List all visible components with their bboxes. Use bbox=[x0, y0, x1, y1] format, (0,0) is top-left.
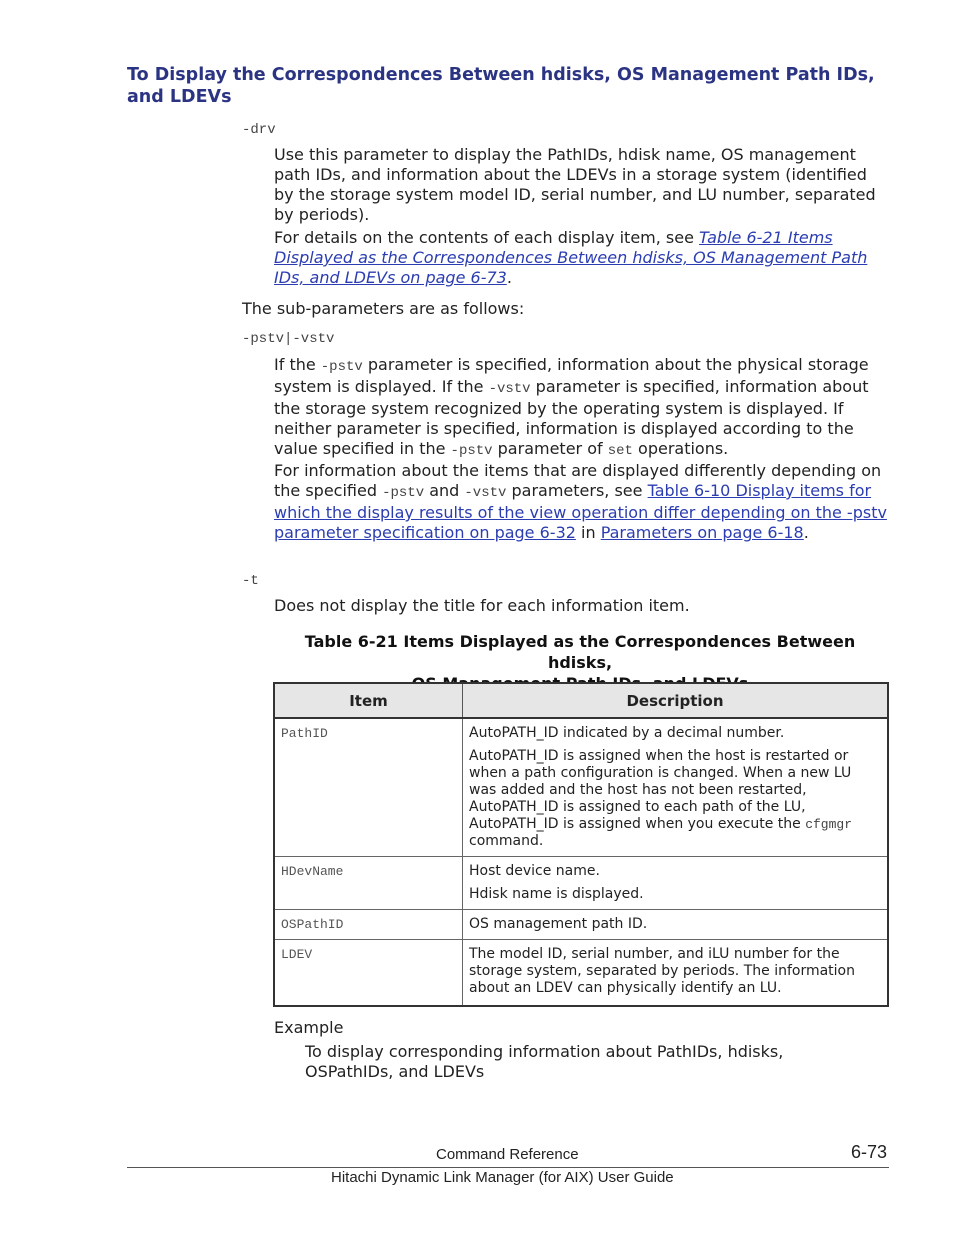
code-pstv: -pstv bbox=[450, 443, 493, 459]
code-set: set bbox=[607, 443, 633, 459]
description-cell bbox=[463, 857, 889, 910]
table-caption-line-1: Table 6-21 Items Displayed as the Correspondences Between hdisks, bbox=[304, 632, 856, 672]
text: For information about the items that are displayed differently depending on the specified bbox=[274, 461, 882, 500]
text: parameter is specified, information about the storage system recognized by the operating system is displayed. If neither parameter is specified, information is displayed according to the value specified in the bbox=[274, 377, 869, 458]
table-row bbox=[274, 910, 888, 940]
code-cfgmgr: cfgmgr bbox=[805, 817, 853, 832]
drv-details-prefix: For details on the contents of each display item, see bbox=[274, 228, 700, 247]
item-cell bbox=[274, 940, 463, 1007]
text: If the bbox=[274, 355, 321, 374]
parameters-link[interactable]: Parameters on page 6-18 bbox=[600, 523, 804, 542]
text: command. bbox=[469, 833, 544, 849]
drv-details bbox=[274, 228, 890, 288]
code-pstv: -pstv bbox=[382, 485, 425, 501]
text: operations. bbox=[632, 439, 729, 458]
example-label: Example bbox=[274, 1018, 344, 1037]
code-pstv: -pstv bbox=[320, 359, 363, 375]
header-description: Description bbox=[463, 683, 889, 718]
code-vstv: -vstv bbox=[488, 381, 531, 397]
param-drv: -drv bbox=[242, 122, 276, 138]
param-t: -t bbox=[242, 573, 259, 589]
text: and bbox=[424, 481, 465, 500]
description-line: AutoPATH_ID indicated by a decimal number. bbox=[469, 725, 785, 741]
text: in bbox=[575, 523, 601, 542]
t-description: Does not display the title for each information item. bbox=[274, 596, 690, 615]
footer-rule bbox=[127, 1167, 889, 1168]
description-line: The model ID, serial number, and iLU number for the storage system, separated by periods. The information about an LDEV can physically identify an LU. bbox=[469, 946, 855, 996]
footer-page-number: 6-73 bbox=[851, 1142, 888, 1162]
section-heading: To Display the Correspondences Between hdisks, OS Management Path IDs, and LDEVs bbox=[127, 65, 875, 107]
description-line bbox=[469, 748, 882, 850]
description-line: Host device name. bbox=[469, 863, 600, 879]
items-table bbox=[273, 682, 889, 1007]
item-ldev: LDEV bbox=[281, 947, 313, 962]
code-vstv: -vstv bbox=[464, 485, 507, 501]
description-line: Hdisk name is displayed. bbox=[469, 886, 644, 902]
text: parameter is specified, information about the physical storage system is displayed. If the bbox=[274, 355, 869, 396]
table-6-10-link[interactable]: Table 6-10 Display items for which the display results of the view operation differ depending on the -pstv parameter specification on page 6-32 bbox=[274, 481, 887, 542]
item-pathid: PathID bbox=[281, 726, 328, 741]
item-cell bbox=[274, 718, 463, 857]
text: AutoPATH_ID is assigned when the host is restarted or when a path configuration is changed. When a new LU was added and the host has not been restarted, AutoPATH_ID is assigned to each path of the LU, AutoPATH_ID is assigned when you execute the bbox=[469, 748, 852, 832]
footer-book-title: Hitachi Dynamic Link Manager (for AIX) User Guide bbox=[331, 1169, 674, 1186]
table-row bbox=[274, 940, 888, 1007]
item-cell bbox=[274, 910, 463, 940]
description-cell bbox=[463, 718, 889, 857]
description-line: OS management path ID. bbox=[469, 916, 648, 932]
item-ospathid: OSPathID bbox=[281, 917, 344, 932]
subparams-intro: The sub-parameters are as follows: bbox=[242, 299, 525, 318]
item-cell bbox=[274, 857, 463, 910]
header-item: Item bbox=[274, 683, 463, 718]
table-6-21-link[interactable]: Table 6-21 Items Displayed as the Correspondences Between hdisks, OS Management Path IDs, and LDEVs on page 6-73 bbox=[274, 228, 868, 287]
description-cell bbox=[463, 940, 889, 1007]
text: . bbox=[803, 523, 809, 542]
table-row bbox=[274, 857, 888, 910]
param-pstv-vstv: -pstv|-vstv bbox=[242, 331, 335, 347]
text: parameters, see bbox=[506, 481, 648, 500]
example-text: To display corresponding information about PathIDs, hdisks, OSPathIDs, and LDEVs bbox=[305, 1042, 784, 1081]
drv-description: Use this parameter to display the PathIDs, hdisk name, OS management path IDs, and information about the LDEVs in a storage system (identified by the storage system model ID, serial number, and LU number, separated by periods). bbox=[274, 145, 876, 224]
pstv-paragraph-2 bbox=[274, 461, 890, 543]
pstv-paragraph-1 bbox=[274, 355, 894, 461]
footer-section: Command Reference bbox=[436, 1146, 579, 1163]
item-hdevname: HDevName bbox=[281, 864, 344, 879]
table-header-row bbox=[274, 683, 888, 718]
table-row bbox=[274, 718, 888, 857]
drv-details-suffix: . bbox=[506, 268, 512, 287]
text: parameter of bbox=[492, 439, 608, 458]
description-cell bbox=[463, 910, 889, 940]
